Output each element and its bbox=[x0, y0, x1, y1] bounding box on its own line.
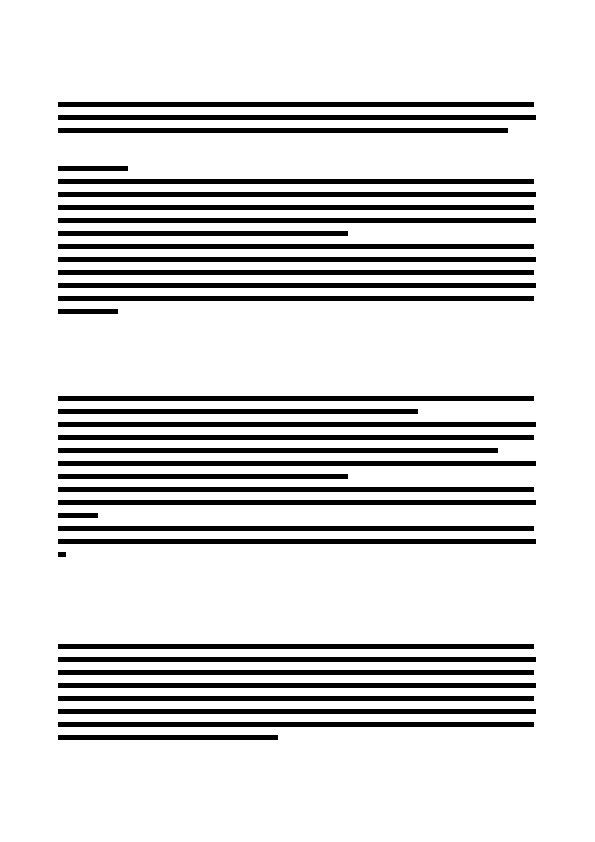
text-line bbox=[58, 535, 538, 548]
text-line bbox=[58, 214, 538, 227]
text-line bbox=[58, 98, 538, 111]
text-line bbox=[58, 240, 538, 253]
text-line bbox=[58, 111, 538, 124]
text-line bbox=[58, 496, 538, 509]
section-1 bbox=[58, 162, 538, 318]
text-line bbox=[58, 279, 538, 292]
text-line bbox=[58, 405, 538, 418]
text-line bbox=[58, 444, 538, 457]
section-heading bbox=[58, 162, 538, 175]
text-line bbox=[58, 640, 538, 653]
text-line bbox=[58, 124, 538, 137]
text-line bbox=[58, 253, 538, 266]
text-line bbox=[58, 431, 538, 444]
text-line bbox=[58, 483, 538, 496]
text-line bbox=[58, 305, 538, 318]
text-line bbox=[58, 718, 538, 731]
text-line bbox=[58, 653, 538, 666]
text-line bbox=[58, 692, 538, 705]
text-line bbox=[58, 188, 538, 201]
text-line bbox=[58, 392, 538, 405]
text-line bbox=[58, 227, 538, 240]
text-line bbox=[58, 201, 538, 214]
text-line bbox=[58, 175, 538, 188]
intro-paragraph bbox=[58, 98, 538, 137]
text-line bbox=[58, 666, 538, 679]
text-line bbox=[58, 705, 538, 718]
text-line bbox=[58, 470, 538, 483]
text-line bbox=[58, 679, 538, 692]
text-line bbox=[58, 418, 538, 431]
section-3 bbox=[58, 640, 538, 744]
text-line bbox=[58, 548, 538, 561]
text-line bbox=[58, 457, 538, 470]
text-line bbox=[58, 522, 538, 535]
section-2 bbox=[58, 392, 538, 561]
text-line bbox=[58, 731, 538, 744]
text-line bbox=[58, 266, 538, 279]
text-line bbox=[58, 292, 538, 305]
text-line bbox=[58, 509, 538, 522]
